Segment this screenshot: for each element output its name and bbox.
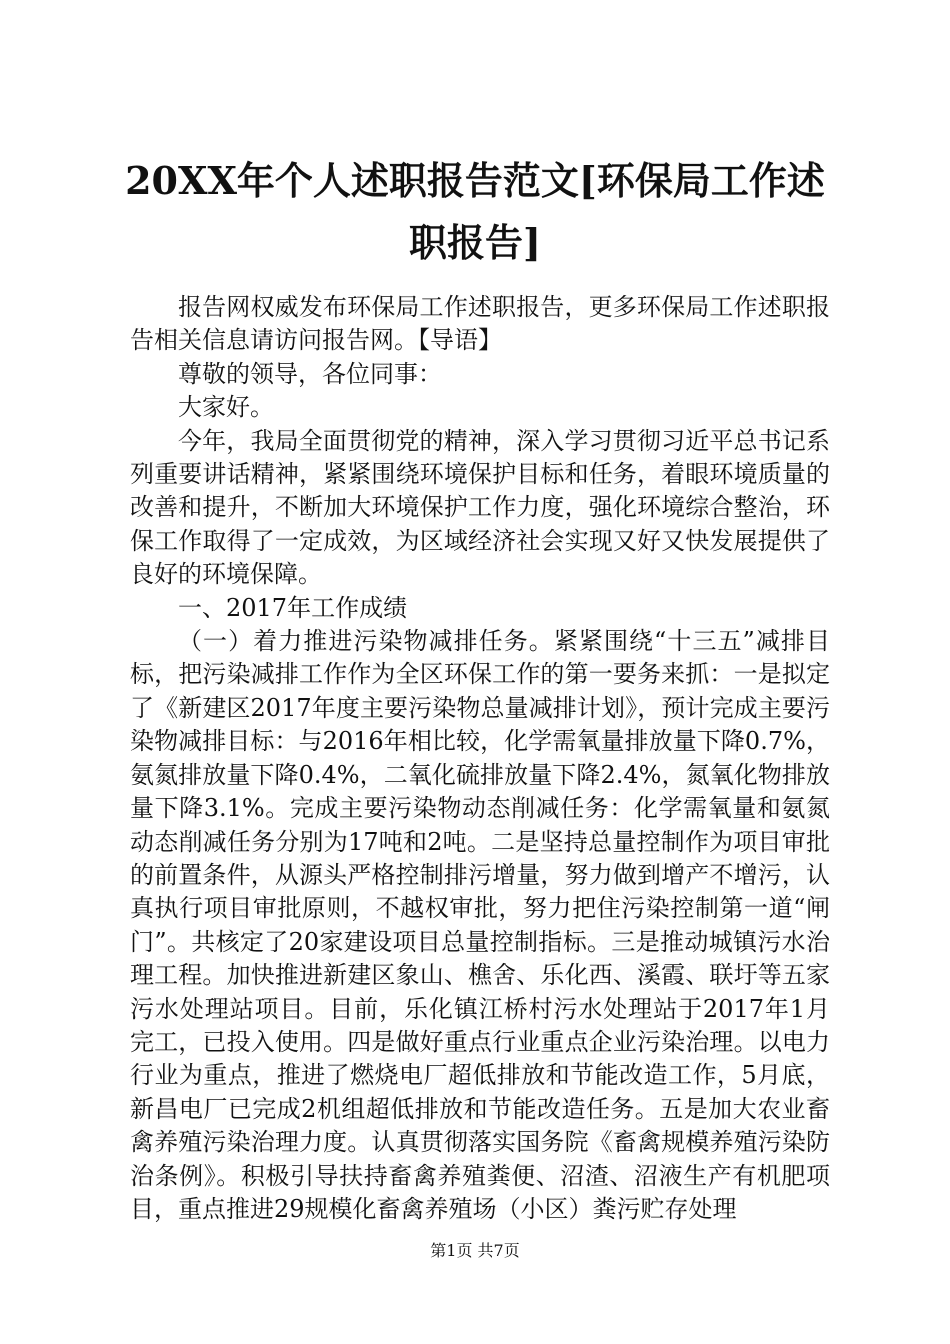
paragraph-intro: 报告网权威发布环保局工作述职报告，更多环保局工作述职报告相关信息请访问报告网。【导语】 bbox=[130, 293, 830, 355]
page-number-footer: 第1页 共7页 bbox=[430, 1241, 520, 1260]
paragraph-overview: 今年，我局全面贯彻党的精神，深入学习贯彻习近平总书记系列重要讲话精神，紧紧围绕环境保护目标和任务，着眼环境质量的改善和提升，不断加大环境保护工作力度，强化环境综合整治，环保工作取得了一定成效，为区域经济社会实现又好又快发展提供了良好的环境保障。 bbox=[130, 426, 830, 589]
document-body bbox=[130, 291, 830, 1226]
document-title: 20XX年个人述职报告范文[环保局工作述职报告] bbox=[125, 158, 825, 265]
paragraph-emission-reduction: （一）着力推进污染物减排任务。紧紧围绕“十三五”减排目标，把污染减排工作作为全区环保工作的第一要务来抓：一是拟定了《新建区2017年度主要污染物总量减排计划》，预计完成主要污染物减排目标：与2016年相比较，化学需氧量排放量下降0.7%，氨氮排放量下降0.4%，二氧化硫排放量下降2.4%，氮氧化物排放量下降3.1%。完成主要污染物动态削减任务：化学需氧量和氨氮动态削减任务分别为17吨和2吨。二是坚持总量控制作为项目审批的前置条件，从源头严格控制排污增量，努力做到增产不增污，认真执行项目审批原则，不越权审批，努力把住污染控制第一道“闸门”。共核定了20家建设项目总量控制指标。三是推动城镇污水治理工程。加快推进新建区象山、樵舍、乐化西、溪霞、联圩等五家污水处理站项目。目前，乐化镇江桥村污水处理站于2017年1月完工，已投入使用。四是做好重点行业重点企业污染治理。以电力行业为重点，推进了燃烧电厂超低排放和节能改造工作，5月底，新昌电厂已完成2机组超低排放和节能改造任务。五是加大农业畜禽养殖污染治理力度。认真贯彻落实国务院《畜禽规模养殖污染防治条例》。积极引导扶持畜禽养殖粪便、沼渣、沼液生产有机肥项目，重点推进29规模化畜禽养殖场（小区）粪污贮存处理 bbox=[130, 627, 830, 1223]
paragraph-salutation: 尊敬的领导，各位同事： bbox=[178, 359, 442, 388]
section-heading: 一、2017年工作成绩 bbox=[178, 593, 408, 622]
paragraph-greeting: 大家好。 bbox=[178, 393, 274, 422]
